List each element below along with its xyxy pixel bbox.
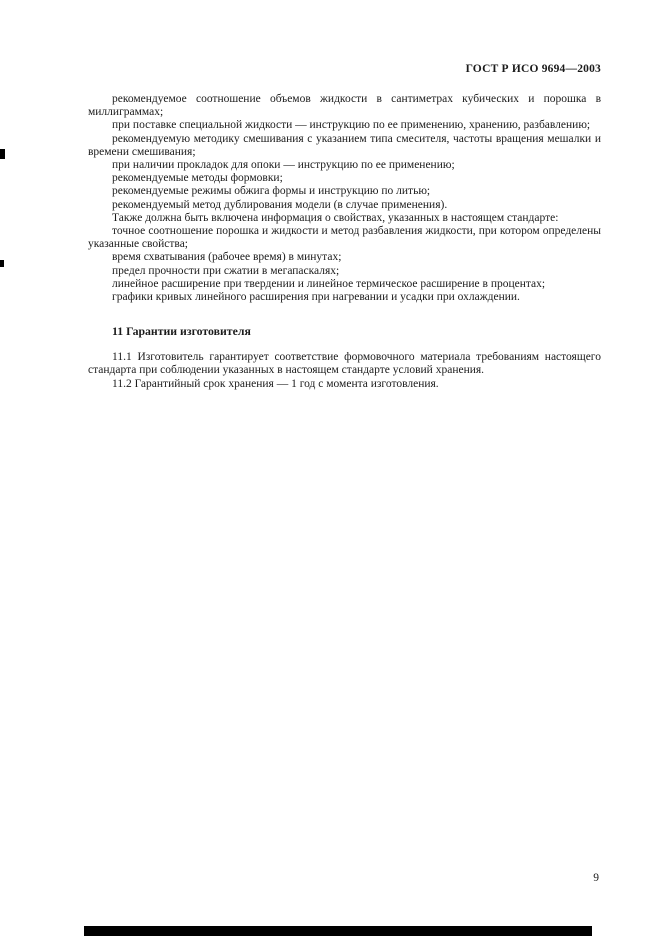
paragraph: графики кривых линейного расширения при нагревании и усадки при охлаждении.: [112, 291, 520, 304]
section-heading-warranty: 11 Гарантии изготовителя: [112, 324, 251, 339]
paragraph: время схватывания (рабочее время) в минутах;: [112, 251, 342, 264]
document-code: ГОСТ Р ИСО 9694—2003: [465, 63, 601, 75]
paragraph: рекомендуемое соотношение объемов жидкости в сантиметрах кубических и порошка в миллиграммах;: [88, 93, 601, 119]
paragraph: рекомендуемый метод дублирования модели (в случае применения).: [112, 198, 448, 211]
paragraph: Также должна быть включена информация о свойствах, указанных в настоящем стандарте:: [112, 211, 559, 224]
text-column: [88, 62, 601, 391]
paragraph: линейное расширение при твердении и линейное термическое расширение в процентах;: [112, 277, 546, 290]
paragraph: 11.1 Изготовитель гарантирует соответствие формовочного материала требованиям настоящего стандарта при соблюдении указанных в настоящем стандарте условий хранения.: [88, 351, 601, 377]
scan-artifact-bar: [84, 926, 592, 936]
paragraph: точное соотношение порошка и жидкости и метод разбавления жидкости, при котором определены указанные свойства;: [88, 225, 601, 251]
paragraph: предел прочности при сжатии в мегапаскалях;: [112, 264, 340, 277]
scan-artifact-speck: [0, 260, 4, 267]
paragraph: рекомендуемые режимы обжига формы и инструкцию по литью;: [112, 185, 431, 198]
paragraph: при наличии прокладок для опоки — инструкцию по ее применению;: [112, 159, 455, 172]
paragraph: при поставке специальной жидкости — инструкцию по ее применению, хранению, разбавлению;: [112, 119, 591, 132]
paragraph: рекомендуемые методы формовки;: [112, 172, 283, 185]
page-number: 9: [593, 872, 599, 884]
paragraph: рекомендуемую методику смешивания с указанием типа смесителя, частоты вращения мешалки и времени смешивания;: [88, 132, 601, 158]
scan-artifact-speck: [0, 149, 5, 159]
paragraph: 11.2 Гарантийный срок хранения — 1 год с момента изготовления.: [112, 377, 439, 390]
